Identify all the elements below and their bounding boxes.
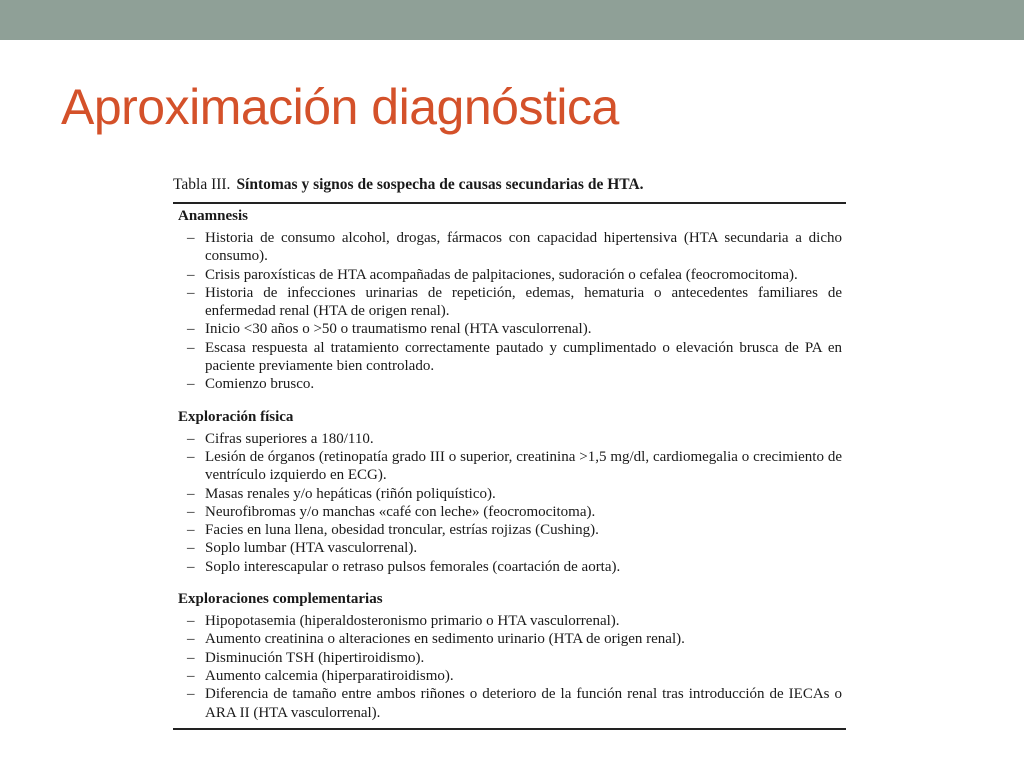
- dash-bullet: –: [187, 522, 195, 539]
- list-item-text: Aumento creatinina o alteraciones en sedimento urinario (HTA de origen renal).: [205, 631, 685, 648]
- list-item: [173, 339, 846, 376]
- list-item: [173, 685, 846, 722]
- list-item-text: Historia de consumo alcohol, drogas, fármacos con capacidad hipertensiva (HTA secundaria a dicho consumo).: [205, 230, 842, 265]
- list-item: [173, 375, 846, 393]
- slide-title: Aproximación diagnóstica: [61, 79, 619, 135]
- table-caption-label: Tabla III.: [173, 176, 231, 193]
- dash-bullet: –: [187, 631, 195, 648]
- list-item: [173, 649, 846, 667]
- list-item-text: Aumento calcemia (hiperparatiroidismo).: [205, 667, 454, 684]
- dash-bullet: –: [187, 686, 195, 703]
- list-item-text: Escasa respuesta al tratamiento correctamente pautado y cumplimentado o elevación brusca de PA en paciente previamente bien controlado.: [205, 339, 842, 375]
- dash-bullet: –: [187, 321, 195, 338]
- list-item-text: Crisis paroxísticas de HTA acompañadas de palpitaciones, sudoración o cefalea (feocromocitoma).: [205, 266, 798, 283]
- list-item-text: Neurofibromas y/o manchas «café con leche» (feocromocitoma).: [205, 503, 596, 520]
- list-item: [173, 521, 846, 539]
- dash-bullet: –: [187, 540, 195, 557]
- section-exploracion-fisica: [173, 405, 846, 576]
- list-item: [173, 630, 846, 648]
- list-item: [173, 266, 846, 284]
- list-item: [173, 485, 846, 503]
- list-item-text: Diferencia de tamaño entre ambos riñones o deterioro de la función renal tras introducción de IECAs o ARA II (HTA vasculorrenal).: [205, 686, 842, 721]
- dash-bullet: –: [187, 230, 195, 246]
- section-anamnesis: [173, 204, 846, 394]
- list-item: [173, 503, 846, 521]
- top-accent-bar: [0, 0, 1024, 40]
- list-item: [173, 448, 846, 485]
- list-item: [173, 612, 846, 630]
- dash-bullet: –: [187, 558, 195, 575]
- list-item-text: Inicio <30 años o >50 o traumatismo renal (HTA vasculorrenal).: [205, 321, 592, 338]
- dash-bullet: –: [187, 448, 195, 465]
- symptoms-table: [173, 175, 846, 730]
- list-item-text: Disminución TSH (hipertiroidismo).: [205, 649, 425, 666]
- list-item-text: Cifras superiores a 180/110.: [205, 430, 374, 447]
- dash-bullet: –: [187, 613, 195, 630]
- list-item-text: Lesión de órganos (retinopatía grado III o superior, creatinina >1,5 mg/dl, cardiomegalia o crecimiento de ventrículo izquierdo en ECG).: [205, 448, 842, 484]
- table-caption-title: Síntomas y signos de sospecha de causas secundarias de HTA.: [236, 176, 644, 193]
- list-item: [173, 539, 846, 557]
- dash-bullet: –: [187, 376, 195, 393]
- list-item-text: Soplo interescapular o retraso pulsos femorales (coartación de aorta).: [205, 558, 621, 575]
- section-exploraciones-complementarias: [173, 587, 846, 722]
- dash-bullet: –: [187, 284, 195, 301]
- section-heading: Exploraciones complementarias: [178, 591, 383, 608]
- list-item-text: Comienzo brusco.: [205, 376, 315, 393]
- dash-bullet: –: [187, 485, 195, 502]
- list-item-text: Soplo lumbar (HTA vasculorrenal).: [205, 540, 418, 557]
- list-item: [173, 320, 846, 338]
- list-item: [173, 558, 846, 576]
- dash-bullet: –: [187, 503, 195, 520]
- dash-bullet: –: [187, 339, 195, 356]
- list-item-text: Masas renales y/o hepáticas (riñón poliquístico).: [205, 485, 496, 502]
- section-heading: Exploración física: [178, 408, 294, 425]
- section-heading: Anamnesis: [178, 208, 249, 224]
- dash-bullet: –: [187, 266, 195, 283]
- list-item-text: Hipopotasemia (hiperaldosteronismo primario o HTA vasculorrenal).: [205, 613, 620, 630]
- list-item-text: Historia de infecciones urinarias de repetición, edemas, hematuria o antecedentes familiares de enfermedad renal (HTA de origen renal).: [205, 284, 842, 320]
- list-item: [173, 229, 846, 266]
- table-caption: [173, 175, 846, 202]
- dash-bullet: –: [187, 667, 195, 684]
- list-item: [173, 667, 846, 685]
- table-bottom-rule: [173, 728, 846, 730]
- list-item: [173, 284, 846, 321]
- dash-bullet: –: [187, 649, 195, 666]
- dash-bullet: –: [187, 430, 195, 447]
- list-item: [173, 430, 846, 448]
- list-item-text: Facies en luna llena, obesidad troncular, estrías rojizas (Cushing).: [205, 522, 599, 539]
